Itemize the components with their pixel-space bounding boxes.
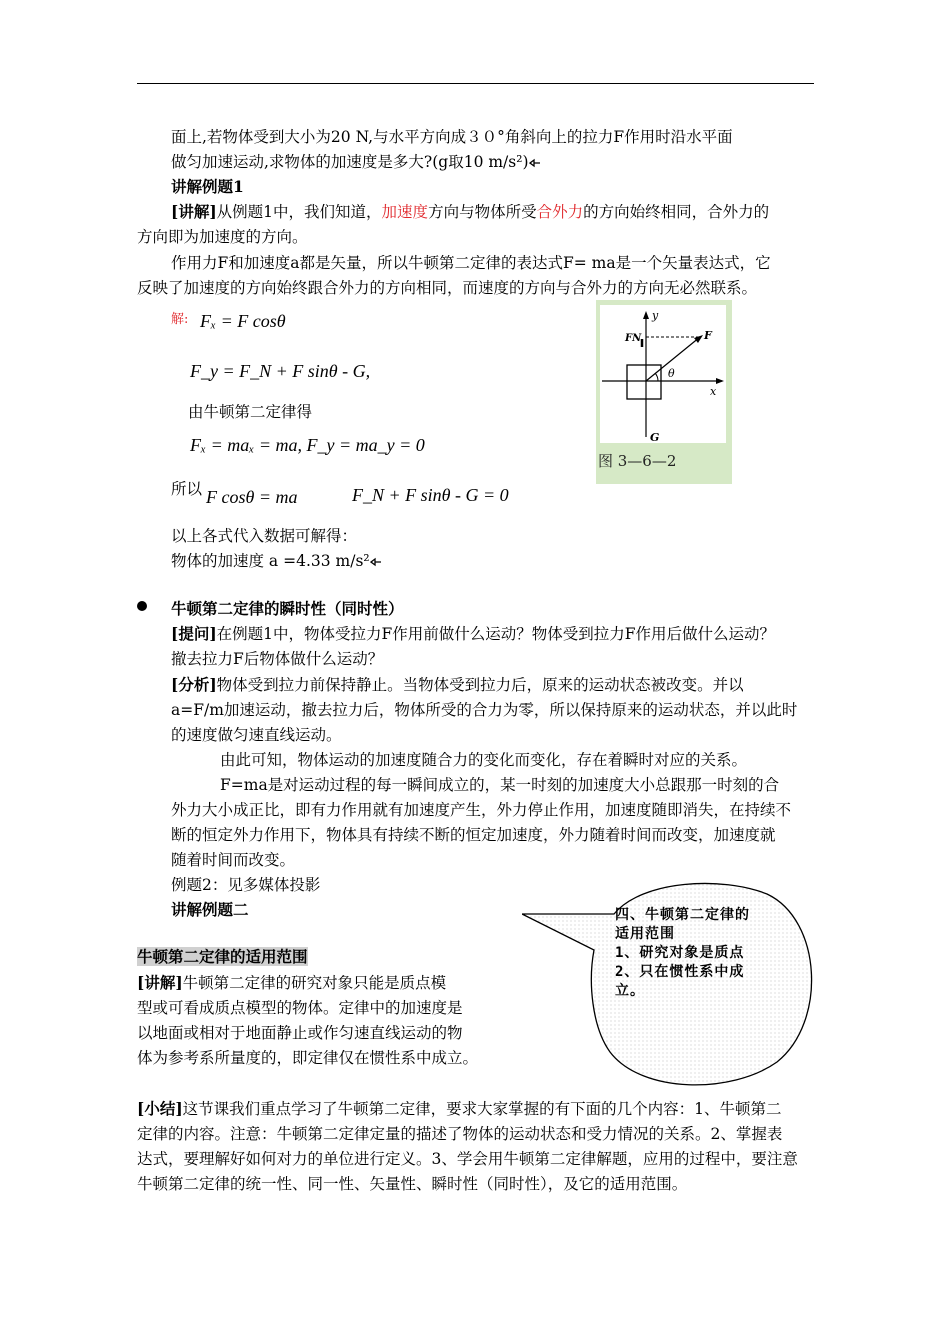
force-diagram	[600, 305, 726, 443]
equation-fx: Fₓ = F cosθ	[200, 311, 286, 331]
analysis-line-1: [分析]物体受到拉力前保持静止。当物体受到拉力后，原来的运动状态被改变。并以	[171, 675, 744, 694]
bubble-line-3: 1、研究对象是质点	[615, 945, 745, 961]
example1-title: 讲解例题1	[171, 177, 244, 196]
summary-line-1: [小结]这节课我们重点学习了牛顿第二定律，要求大家掌握的有下面的几个内容：1、牛顿第二	[137, 1099, 782, 1118]
bubble-line-5: 立。	[615, 983, 645, 999]
result-text: 物体的加速度 a =4.33 m/s²	[171, 549, 382, 573]
solution-label: 解:	[171, 312, 189, 327]
explain1-line-1: [讲解]从例题1中，我们知道，加速度方向与物体所受合外力的方向始终相同，合外力的	[171, 202, 770, 221]
scope-line-2: 型或可看成质点模型的物体。定律中的加速度是	[137, 999, 463, 1017]
detail-line-2: 外力大小成正比，即有力作用就有加速度产生，外力停止作用，加速度随即消失，在持续不	[171, 801, 792, 819]
example2-text: 例题2：见多媒体投影	[171, 876, 321, 894]
problem-line-1: 面上,若物体受到大小为20 N,与水平方向成３０°角斜向上的拉力F作用时沿水平面	[171, 128, 733, 146]
force-fn-label: FN	[625, 333, 642, 344]
substitute-text: 以上各式代入数据可解得：	[171, 527, 358, 545]
equation-fn: F_N + F sinθ - G = 0	[352, 485, 509, 505]
analysis-line-2: a=F/m加速运动，撤去拉力后，物体所受的合力为零，所以保持原来的运动状态，并以此时	[171, 701, 798, 719]
so-text: 所以	[171, 480, 203, 498]
explain1-line-2: 方向即为加速度的方向。	[137, 228, 308, 246]
scope-title: 牛顿第二定律的适用范围	[137, 947, 308, 966]
summary-line-3: 达式，要理解好如何对力的单位进行定义。3、学会用牛顿第二定律解题，应用的过程中，要注意	[137, 1150, 798, 1168]
return-mark-icon	[370, 557, 382, 567]
scope-line-1: [讲解]牛顿第二定律的研究对象只能是质点模	[137, 973, 447, 992]
equation-fcos: F cosθ = ma	[206, 487, 298, 507]
analysis-line-3: 的速度做匀速直线运动。	[171, 726, 342, 744]
detail-line-1: F=ma是对运动过程的每一瞬间成立的，某一时刻的加速度大小总跟那一时刻的合	[220, 776, 780, 794]
bullet-icon	[137, 601, 147, 611]
problem-line-2: 做匀加速运动,求物体的加速度是多大?(g取10 m/s²)	[171, 150, 541, 174]
force-f-label: F	[704, 329, 712, 342]
detail-line-3: 断的恒定外力作用下，物体具有持续不断的恒定加速度，外力随着时间而改变，加速度就	[171, 826, 776, 844]
conclusion-line: 由此可知，物体运动的加速度随合力的变化而变化，存在着瞬时对应的关系。	[220, 751, 748, 769]
bubble-line-1: 四、牛顿第二定律的	[615, 907, 750, 923]
figure-caption: 图 3—6—2	[598, 452, 677, 470]
axis-x-label: x	[710, 385, 717, 398]
force-diagram-canvas	[600, 305, 726, 443]
bubble-line-4: 2、只在惯性系中成	[615, 964, 745, 980]
return-mark-icon	[529, 158, 541, 168]
scope-line-4: 体为参考系所量度的，即定律仅在惯性系中成立。	[137, 1049, 479, 1067]
newton-law-text: 由牛顿第二定律得	[188, 403, 313, 421]
question-line-1: [提问]在例题1中，物体受拉力F作用前做什么运动？物体受到拉力F作用后做什么运动？	[171, 624, 776, 643]
vector-para-line-1: 作用力F和加速度a都是矢量，所以牛顿第二定律的表达式F= ma是一个矢量表达式，它	[171, 254, 771, 272]
scope-line-3: 以地面或相对于地面静止或作匀速直线运动的物	[137, 1024, 463, 1042]
header-rule	[137, 83, 814, 84]
angle-theta-label: θ	[668, 367, 675, 380]
bubble-text	[615, 906, 750, 1001]
equation-ma: Fₓ = maₓ = ma, F_y = ma_y = 0	[190, 435, 425, 455]
summary-line-2: 定律的内容。注意：牛顿第二定律定量的描述了物体的运动状态和受力情况的关系。2、掌握表	[137, 1125, 783, 1143]
bubble-line-2: 适用范围	[615, 926, 675, 942]
force-diagram-figure	[596, 300, 732, 484]
equation-fy: F_y = F_N + F sinθ - G,	[190, 361, 371, 381]
vector-para-line-2: 反映了加速度的方向始终跟合外力的方向相同，而速度的方向与合外力的方向无必然联系。	[137, 279, 758, 297]
example2-title: 讲解例题二	[171, 900, 249, 919]
question-line-2: 撤去拉力F后物体做什么运动？	[171, 650, 384, 668]
detail-line-4: 随着时间而改变。	[171, 851, 296, 869]
axis-y-label: y	[652, 309, 659, 322]
section-instant-title: 牛顿第二定律的瞬时性（同时性）	[171, 599, 404, 618]
summary-line-4: 牛顿第二定律的统一性、同一性、矢量性、瞬时性（同时性），及它的适用范围。	[137, 1175, 688, 1193]
gravity-g-label: G	[650, 431, 660, 444]
